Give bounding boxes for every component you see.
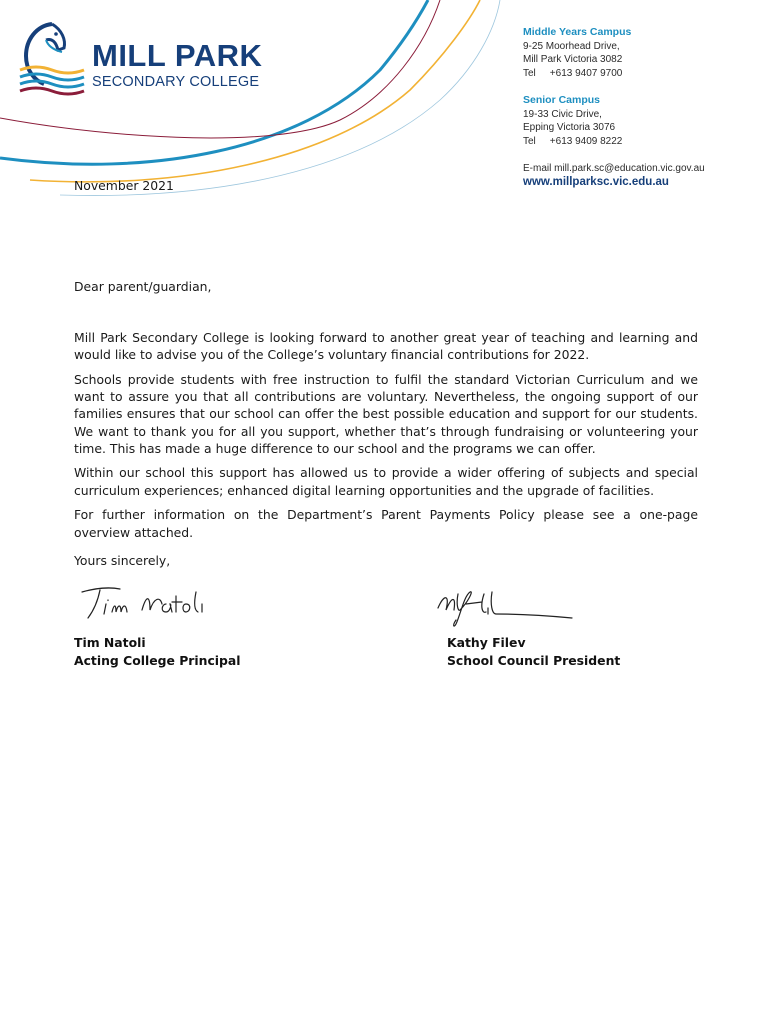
campus-block-middle-years	[523, 26, 763, 80]
campus-address-line1: 19-33 Civic Drive,	[523, 108, 602, 120]
campus-address-line2: Epping Victoria 3076	[523, 122, 616, 133]
body-paragraph: Schools provide students with free instruction to fulfil the standard Victorian Curriculum and we want to assure you that all contributions are voluntary. Nevertheless, the ongoing support of our families ensures that our school can offer the best possible education and support for our students. We want to thank you for all you support, whether that’s through fundraising or volunteering your time. This has made a huge difference to our school and the programs we can offer.	[74, 371, 698, 456]
tel-label: Tel	[523, 67, 536, 79]
signatory-principal	[74, 634, 241, 669]
salutation: Dear parent/guardian,	[74, 279, 212, 294]
body-paragraph: Mill Park Secondary College is looking forward to another great year of teaching and learning and would like to advise you of the College’s voluntary financial contributions for 2022.	[74, 330, 698, 363]
letter-date: November 2021	[74, 178, 174, 193]
body-paragraph: Within our school this support has allowed us to provide a wider offering of subjects and special curriculum experiences; enhanced digital learning opportunities and the upgrade of facilities.	[74, 465, 698, 498]
signatory-name: Kathy Filev	[447, 635, 526, 650]
campus-address-line1: 9-25 Moorhead Drive,	[523, 40, 620, 52]
campus-phone	[523, 135, 763, 149]
school-name: MILL PARK	[92, 38, 263, 73]
tel-label: Tel	[523, 135, 536, 147]
signature-tim-natoli	[76, 582, 216, 624]
website-url: www.millparksc.vic.edu.au	[523, 175, 669, 188]
signatory-name: Tim Natoli	[74, 635, 146, 650]
signatory-title: School Council President	[447, 652, 621, 668]
signatory-council-president	[447, 634, 620, 669]
campus-block-senior	[523, 94, 763, 148]
school-logo	[18, 20, 268, 100]
letter-body	[74, 329, 698, 548]
email-address: E-mail mill.park.sc@education.vic.gov.au	[523, 163, 705, 174]
campus-name: Middle Years Campus	[523, 26, 632, 38]
tel-number: +613 9409 8222	[549, 135, 623, 147]
closing: Yours sincerely,	[74, 553, 171, 568]
school-name-subtitle: SECONDARY COLLEGE	[92, 74, 260, 90]
body-paragraph: For further information on the Department’s Parent Payments Policy please see a one-page overview attached.	[74, 507, 698, 540]
tel-number: +613 9407 9700	[549, 67, 623, 79]
campus-address-line2: Mill Park Victoria 3082	[523, 54, 623, 65]
campus-phone	[523, 67, 763, 81]
contact-details	[523, 26, 763, 189]
signature-kathy-filev	[434, 586, 574, 628]
campus-name: Senior Campus	[523, 94, 601, 106]
signatory-title: Acting College Principal	[74, 652, 241, 668]
horse-emblem-icon	[18, 20, 90, 96]
